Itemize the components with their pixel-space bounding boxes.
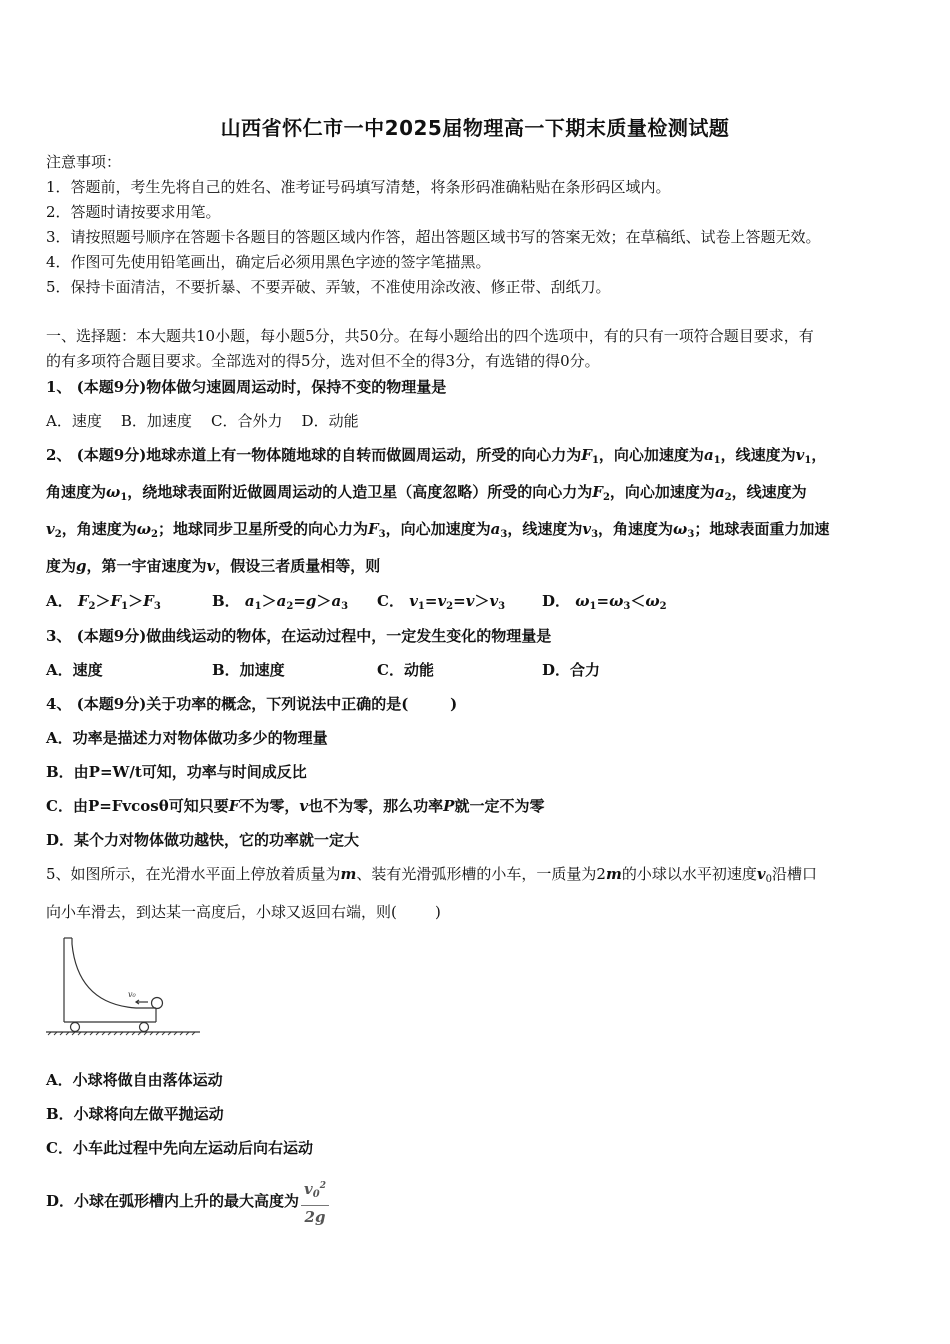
notes-heading: 注意事项： — [46, 153, 122, 171]
option-a: A．速度 — [46, 661, 103, 679]
question-4-option-d: D．某个力对物体做功越快，它的功率就一定大 — [46, 831, 360, 849]
question-5-option-a: A．小球将做自由落体运动 — [46, 1071, 223, 1089]
velocity-label: v₀ — [128, 990, 136, 999]
section-instructions-line-2: 的有多项符合题目要求。全部选对的得5分，选对但不全的得3分，有选错的得0分。 — [46, 352, 600, 370]
option-c: C． $v_1=v_2=v>v_3$ — [377, 592, 506, 612]
question-2-line-4: 度为g，第一宇宙速度为v，假设三者质量相等，则 — [46, 557, 381, 575]
option-d: D．合力 — [542, 661, 601, 679]
option-b: B． $a_1>a_2=g>a_3$ — [212, 592, 349, 612]
question-4-option-b: B．由P=W/t可知，功率与时间成反比 — [46, 763, 307, 781]
question-2-line-2: 角速度为$\omega_1$，绕地球表面附近做圆周运动的人造卫星（高度忽略）所受的向心力为$F_2$，向心加速度为$a_2$，线速度为 — [46, 483, 807, 503]
section-instructions-line-1: 一、选择题：本大题共10小题，每小题5分，共50分。在每小题给出的四个选项中，有的只有一项符合题目要求，有 — [46, 327, 814, 345]
cart-figure — [44, 934, 204, 1036]
note-item-5: 5．保持卡面清洁，不要折暴、不要弄破、弄皱，不准使用涂改液、修正带、刮纸刀。 — [46, 278, 611, 296]
ball — [152, 998, 163, 1009]
note-item-4: 4．作图可先使用铅笔画出，确定后必须用黑色字迹的签字笔描黑。 — [46, 253, 491, 271]
option-a: A． $F_2>F_1>F_3$ — [46, 592, 161, 612]
option-c: C．动能 — [377, 661, 434, 679]
question-5-line-1: 5、如图所示，在光滑水平面上停放着质量为m、装有光滑弧形槽的小车，一质量为2m的小球以水平初速度$v_0$沿槽口 — [46, 865, 817, 885]
question-2-line-3: $v_2$，角速度为$\omega_2$；地球同步卫星所受的向心力为$F_3$，向心加速度为$a_3$，线速度为$v_3$，角速度为$\omega_3$；地球表面重力加速 — [46, 520, 830, 540]
wheel-right — [140, 1023, 149, 1032]
question-5-line-2: 向小车滑去，到达某一高度后，小球又返回右端，则( ) — [46, 903, 441, 921]
arc-groove — [72, 944, 156, 1008]
wheel-left — [71, 1023, 80, 1032]
question-4-option-c: C．由P=Fvcosθ可知只要F不为零，v也不为零，那么功率P就一定不为零 — [46, 797, 545, 815]
note-item-2: 2．答题时请按要求用笔。 — [46, 203, 221, 221]
page-title: 山西省怀仁市一中2025届物理高一下期末质量检测试题 — [220, 116, 730, 140]
option-d: D． $\omega_1=\omega_3<\omega_2$ — [542, 592, 667, 612]
question-4-option-a: A．功率是描述力对物体做功多少的物理量 — [46, 729, 328, 747]
note-item-3: 3．请按照题号顺序在答题卡各题目的答题区域内作答，超出答题区域书写的答案无效；在草稿纸、试卷上答题无效。 — [46, 228, 821, 246]
question-2-line-1: 2、 (本题9分)地球赤道上有一物体随地球的自转而做圆周运动，所受的向心力为$F_1$，向心加速度为$a_1$，线速度为$v_1$， — [46, 446, 827, 466]
question-1-options: A．速度 B．加速度 C．合外力 D．动能 — [46, 412, 359, 430]
option-b: B．加速度 — [212, 661, 285, 679]
question-1-stem: 1、 (本题9分)物体做匀速圆周运动时，保持不变的物理量是 — [46, 378, 447, 396]
question-5-option-d: D．小球在弧形槽内上升的最大高度为 $\frac{v_0^2}{2g}$ — [46, 1176, 329, 1228]
question-5-option-b: B．小球将向左做平抛运动 — [46, 1105, 224, 1123]
question-4-stem: 4、 (本题9分)关于功率的概念，下列说法中正确的是( ) — [46, 695, 458, 713]
note-item-1: 1．答题前，考生先将自己的姓名、准考证号码填写清楚，将条形码准确粘贴在条形码区域内。 — [46, 178, 671, 196]
height-formula: $\frac{v_0^2}{2g}$ — [301, 1176, 329, 1228]
question-5-option-c: C．小车此过程中先向左运动后向右运动 — [46, 1139, 313, 1157]
question-3-stem: 3、 (本题9分)做曲线运动的物体，在运动过程中，一定发生变化的物理量是 — [46, 627, 552, 645]
